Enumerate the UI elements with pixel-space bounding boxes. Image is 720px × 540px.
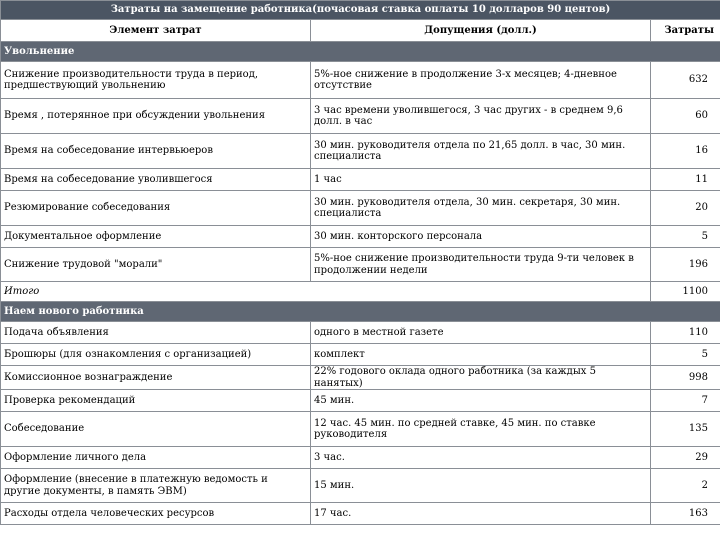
table-row xyxy=(1,134,720,169)
header-item: Элемент затрат xyxy=(1,20,311,42)
cell-item: Документальное оформление xyxy=(1,226,311,248)
table-row xyxy=(1,322,720,344)
cell-item: Проверка рекомендаций xyxy=(1,390,311,412)
cell-item: Резюмирование собеседования xyxy=(1,191,311,226)
table-row xyxy=(1,62,720,99)
cell-item: Расходы отдела человеческих ресурсов xyxy=(1,503,311,525)
total-row xyxy=(1,282,720,302)
cell-cost: 5 xyxy=(651,344,720,366)
cell-cost: 11 xyxy=(651,169,720,191)
section-header-hiring xyxy=(1,302,720,322)
cell-assumption: 17 час. xyxy=(311,503,651,525)
cell-assumption: 3 час времени уволившегося, 3 час других - в среднем 9,6 долл. в час xyxy=(311,99,651,134)
cell-cost: 5 xyxy=(651,226,720,248)
cell-item: Брошюры (для ознакомления с организацией) xyxy=(1,344,311,366)
cell-assumption: 30 мин. руководителя отдела по 21,65 долл. в час, 30 мин. специалиста xyxy=(311,134,651,169)
cell-assumption: 5%-ное снижение в продолжение 3-х месяцев; 4-дневное отсутствие xyxy=(311,62,651,99)
cell-cost: 163 xyxy=(651,503,720,525)
column-header-row xyxy=(1,20,720,42)
cell-cost: 16 xyxy=(651,134,720,169)
cell-assumption: 30 мин. руководителя отдела, 30 мин. секретаря, 30 мин. специалиста xyxy=(311,191,651,226)
table-title: Затраты на замещение работника(почасовая ставка оплаты 10 долларов 90 центов) xyxy=(1,1,720,20)
cell-cost: 110 xyxy=(651,322,720,344)
cell-item: Собеседование xyxy=(1,412,311,447)
table-row xyxy=(1,447,720,469)
cell-item: Время на собеседование интервьюеров xyxy=(1,134,311,169)
table-row xyxy=(1,412,720,447)
cell-item: Подача объявления xyxy=(1,322,311,344)
cell-assumption: 45 мин. xyxy=(311,390,651,412)
cell-cost: 60 xyxy=(651,99,720,134)
cell-cost: 196 xyxy=(651,248,720,282)
cell-item: Время на собеседование уволившегося xyxy=(1,169,311,191)
table-row xyxy=(1,191,720,226)
cell-item: Оформление (внесение в платежную ведомость и другие документы, в память ЭВМ) xyxy=(1,469,311,503)
cell-cost: 29 xyxy=(651,447,720,469)
section-title: Увольнение xyxy=(1,42,720,62)
cell-cost: 7 xyxy=(651,390,720,412)
cell-cost: 2 xyxy=(651,469,720,503)
total-cost: 1100 xyxy=(651,282,720,302)
table-row xyxy=(1,226,720,248)
cell-assumption: 5%-ное снижение производительности труда 9-ти человек в продолжении недели xyxy=(311,248,651,282)
table-row xyxy=(1,248,720,282)
table-row xyxy=(1,99,720,134)
table-row xyxy=(1,366,720,390)
table-row xyxy=(1,503,720,525)
cell-cost: 998 xyxy=(651,366,720,390)
cell-assumption: 1 час xyxy=(311,169,651,191)
cell-item: Комиссионное вознаграждение xyxy=(1,366,311,390)
header-assumption: Допущения (долл.) xyxy=(311,20,651,42)
cell-item: Время , потерянное при обсуждении увольнения xyxy=(1,99,311,134)
cell-cost: 632 xyxy=(651,62,720,99)
cell-item: Оформление личного дела xyxy=(1,447,311,469)
table-row xyxy=(1,344,720,366)
cell-assumption: одного в местной газете xyxy=(311,322,651,344)
cell-cost: 20 xyxy=(651,191,720,226)
cell-assumption: 30 мин. конторского персонала xyxy=(311,226,651,248)
cell-assumption: 3 час. xyxy=(311,447,651,469)
table-row xyxy=(1,390,720,412)
cell-assumption: 22% годового оклада одного работника (за каждых 5 нанятых) xyxy=(311,366,651,390)
section-title: Наем нового работника xyxy=(1,302,720,322)
table-row xyxy=(1,469,720,503)
cell-assumption: 12 час. 45 мин. по средней ставке, 45 мин. по ставке руководителя xyxy=(311,412,651,447)
section-header-dismissal xyxy=(1,42,720,62)
header-cost: Затраты xyxy=(651,20,720,42)
cell-item: Снижение трудовой "морали" xyxy=(1,248,311,282)
table-row xyxy=(1,169,720,191)
cell-assumption: 15 мин. xyxy=(311,469,651,503)
cell-cost: 135 xyxy=(651,412,720,447)
total-label: Итого xyxy=(1,282,651,302)
cell-assumption: комплект xyxy=(311,344,651,366)
table-title-row xyxy=(1,1,720,20)
cell-item: Снижение производительности труда в период, предшествующий увольнению xyxy=(1,62,311,99)
